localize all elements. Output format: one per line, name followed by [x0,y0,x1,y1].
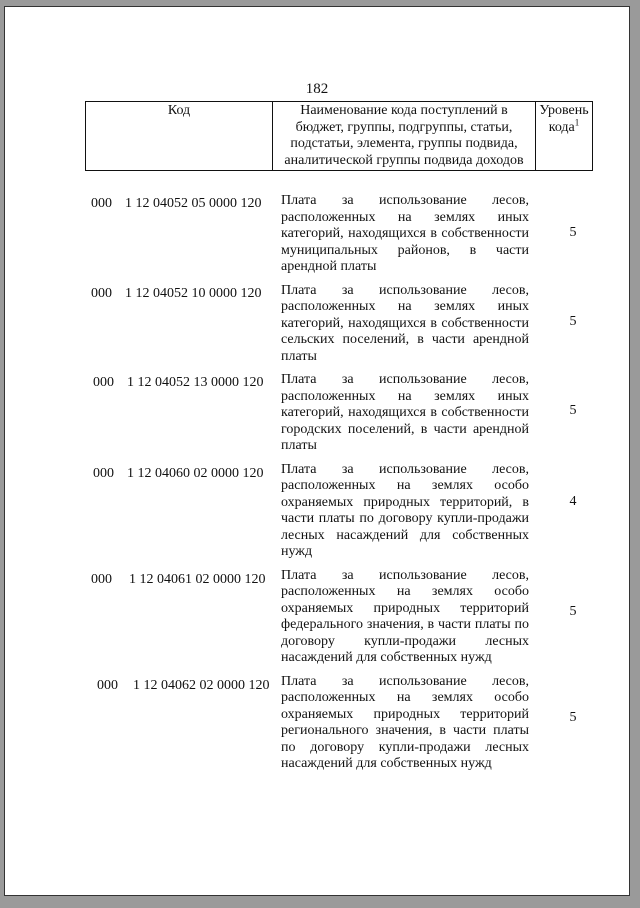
revenue-code: 1 12 04062 02 0000 120 [133,677,270,693]
revenue-code: 1 12 04052 05 0000 120 [125,196,262,211]
header-name: Наименование кода поступлений в бюджет, группы, подгруппы, статьи, подстатьи, элемента, группы подвида, аналитической группы подвида доходов [273,102,536,171]
table-row [85,279,595,366]
table-row [85,564,595,667]
table-row [85,368,595,455]
revenue-name: Плата за использование лесов, расположенных на землях особо охраняемых природных территорий регионального значения, в части платы по договору купли-продажи лесных насаждений для собственных нужд [281,673,529,771]
table-row [85,189,595,276]
admin-code: 000 [91,571,112,587]
revenue-code: 1 12 04052 13 0000 120 [127,375,264,390]
admin-code: 000 [97,677,118,693]
revenue-name: Плата за использование лесов, расположенных на землях особо охраняемых природных территорий федерального значения, в части платы по договору купли-продажи лесных насаждений для собственных нужд [281,567,529,665]
header-level-footnote: 1 [574,116,580,127]
table-row [85,670,595,773]
document-page [4,6,630,896]
table-body [85,189,595,774]
admin-code: 000 [93,375,114,390]
revenue-code: 1 12 04060 02 0000 120 [127,465,264,481]
table-row [85,458,595,561]
code-level: 4 [569,493,577,509]
table-header [85,101,593,171]
revenue-code: 1 12 04061 02 0000 120 [129,571,266,587]
header-level-label: Уровень кода [539,103,589,135]
revenue-name: Плата за использование лесов, расположенных на землях иных категорий, находящихся в собственности городских поселений, в части арендной платы [281,372,529,453]
admin-code: 000 [91,285,112,301]
code-level: 5 [569,313,577,329]
revenue-name: Плата за использование лесов, расположенных на землях иных категорий, находящихся в собственности муниципальных районов, в части арендной платы [281,193,529,274]
revenue-code: 1 12 04052 10 0000 120 [125,285,262,301]
revenue-name: Плата за использование лесов, расположенных на землях особо охраняемых природных территорий, в части платы по договору купли-продажи лесных насаждений для собственных нужд [281,461,529,559]
code-level: 5 [569,403,577,418]
revenue-name: Плата за использование лесов, расположенных на землях иных категорий, находящихся в собственности сельских поселений, в части арендной платы [281,282,529,364]
code-level: 5 [569,709,577,725]
admin-code: 000 [91,196,112,211]
header-code: Код [86,102,273,171]
page-number: 182 [305,81,329,97]
code-level: 5 [569,603,577,619]
admin-code: 000 [93,465,114,481]
code-level: 5 [569,225,577,240]
header-level [536,102,593,171]
